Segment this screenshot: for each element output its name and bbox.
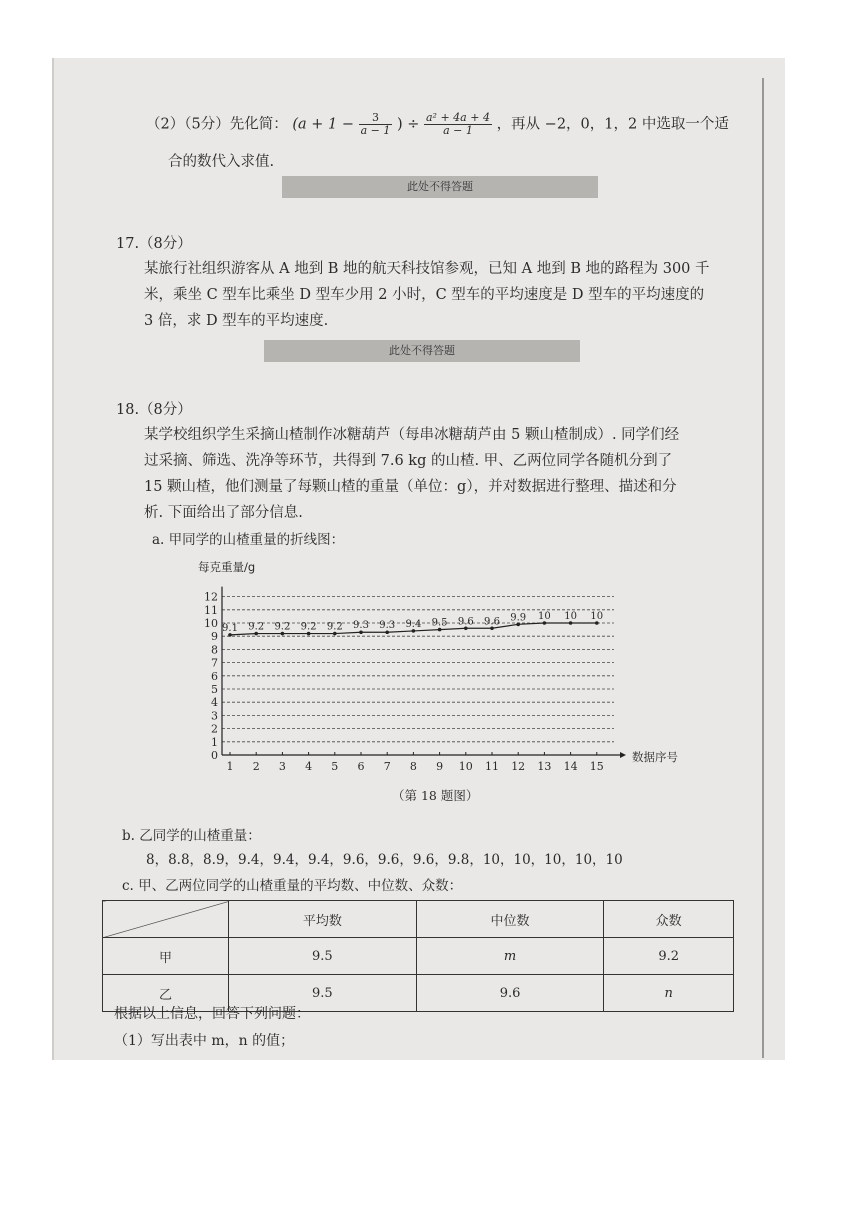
no-answer-banner-1: 此处不得答题: [282, 176, 598, 198]
table-cell: 9.2: [604, 938, 734, 975]
x-tick-label: 4: [305, 760, 313, 773]
x-tick-label: 2: [252, 760, 260, 773]
table-cell: 9.5: [229, 938, 417, 975]
y-tick-label: 5: [211, 683, 218, 696]
table-cell: 9.6: [416, 975, 604, 1012]
data-label: 9.2: [248, 621, 265, 633]
q18-sub1: （1）写出表中 m，n 的值；: [114, 1033, 295, 1049]
q16-frac2-denominator: a − 1: [443, 124, 473, 137]
q18-line-2: 过采摘、筛选、洗净等环节，共得到 7.6 kg 的山楂. 甲、乙两位同学各随机分到了: [144, 453, 673, 469]
figure-caption: （第 18 题图）: [392, 788, 479, 803]
table-header-row: [103, 901, 734, 938]
data-label: 9.6: [484, 616, 500, 628]
x-tick-label: 11: [485, 760, 499, 773]
data-label: 9.3: [353, 620, 369, 632]
x-tick-label: 15: [589, 760, 604, 773]
x-tick-label: 9: [436, 760, 444, 773]
x-tick-label: 14: [563, 760, 578, 773]
x-tick-label: 10: [458, 760, 473, 773]
q18-item-b: b. 乙同学的山楂重量：: [122, 828, 261, 844]
q16-part2-line2: 合的数代入求值.: [168, 154, 275, 170]
q16-frac1-denominator: a − 1: [360, 124, 391, 137]
q18-line-1: 某学校组织学生采摘山楂制作冰糖葫芦（每串冰糖葫芦由 5 颗山楂制成）. 同学们经: [144, 427, 680, 443]
data-label: 9.6: [457, 616, 474, 628]
table-header-mean: 平均数: [229, 901, 417, 938]
q16-tail: ，再从 −2，0，1，2 中选取一个适: [496, 116, 729, 133]
y-tick-label: 2: [211, 722, 218, 736]
q18-item-c: c. 甲、乙两位同学的山楂重量的平均数、中位数、众数：: [122, 878, 463, 894]
data-label: 10: [538, 611, 551, 622]
page-border-line: [762, 78, 764, 1058]
x-tick-label: 13: [537, 760, 552, 773]
table-cell: n: [604, 975, 734, 1012]
q16-expr-close: ) ÷: [396, 116, 420, 133]
data-label: 9.1: [222, 622, 238, 634]
y-tick-label: 6: [211, 669, 218, 683]
x-tick-label: 3: [278, 760, 286, 773]
y-axis-label: 每克重量/g: [198, 560, 256, 574]
data-label: 9.2: [300, 621, 317, 633]
table-corner-cell: [103, 901, 229, 938]
q16-frac1-numerator: 3: [359, 112, 393, 125]
q16-fraction-2: [424, 112, 492, 137]
data-label: 9.3: [379, 620, 396, 632]
q16-fraction-1: [359, 112, 393, 137]
y-tick-label: 0: [211, 749, 218, 762]
table-header-mode: 众数: [604, 901, 734, 938]
q17-number: 17.（8分）: [116, 236, 192, 252]
data-label: 9.2: [326, 621, 343, 633]
q18-item-a: a. 甲同学的山楂重量的折线图：: [152, 532, 345, 548]
x-axis-label: 数据序号: [632, 750, 678, 764]
line-chart: [196, 560, 678, 775]
data-label: 9.9: [510, 612, 527, 624]
q18-line-4: 析. 下面给出了部分信息.: [144, 505, 303, 521]
y-tick-label: 10: [204, 617, 218, 630]
table-row-label: 甲: [103, 938, 229, 975]
table-cell: 9.5: [229, 975, 417, 1012]
data-label: 10: [590, 611, 604, 622]
x-axis-arrow: [620, 752, 626, 758]
x-tick-label: 8: [409, 760, 417, 773]
y-tick-label: 8: [211, 643, 218, 657]
q16-part2-line1: [146, 112, 729, 137]
y-tick-label: 9: [211, 630, 218, 644]
q16-part-label: （2）（5分）先化简：: [146, 116, 288, 133]
table-row: [103, 938, 734, 975]
data-label: 9.4: [405, 618, 422, 630]
q18-line-3: 15 颗山楂，他们测量了每颗山楂的重量（单位：g），并对数据进行整理、描述和分: [144, 479, 677, 495]
q16-frac2-numerator: a² + 4a + 4: [426, 111, 490, 124]
q17-line-3: 3 倍，求 D 型车的平均速度.: [144, 313, 329, 329]
y-tick-label: 3: [211, 709, 218, 723]
stats-table: [102, 900, 734, 1012]
q18-b-data: 8，8.8，8.9，9.4，9.4，9.4，9.6，9.6，9.6，9.8，10，10，10，10，10: [146, 852, 623, 868]
y-tick-label: 12: [204, 590, 218, 604]
x-tick-label: 5: [331, 760, 339, 773]
table-header-median: 中位数: [416, 901, 604, 938]
q18-prompt: 根据以上信息，回答下列问题：: [114, 1006, 310, 1022]
q16-expr-open: (a + 1 −: [292, 116, 354, 133]
y-tick-label: 11: [204, 603, 218, 617]
y-tick-label: 4: [211, 696, 218, 710]
q18-number: 18.（8分）: [116, 402, 192, 418]
no-answer-banner-2: 此处不得答题: [264, 340, 580, 362]
y-tick-label: 7: [211, 656, 218, 670]
x-tick-label: 12: [511, 760, 526, 773]
data-label: 9.2: [274, 621, 291, 633]
x-tick-label: 1: [226, 760, 234, 773]
x-tick-label: 6: [357, 760, 365, 773]
table-row-label: 乙: [103, 975, 229, 1012]
q17-line-1: 某旅行社组织游客从 A 地到 B 地的航天科技馆参观，已知 A 地到 B 地的路程为 300 千: [144, 261, 710, 277]
data-label: 9.5: [431, 617, 448, 629]
y-tick-label: 1: [211, 735, 218, 749]
q17-line-2: 米，乘坐 C 型车比乘坐 D 型车少用 2 小时，C 型车的平均速度是 D 型车的平均速度的: [144, 287, 705, 303]
data-label: 10: [564, 611, 577, 622]
table-cell: m: [416, 938, 604, 975]
x-tick-label: 7: [383, 760, 391, 773]
